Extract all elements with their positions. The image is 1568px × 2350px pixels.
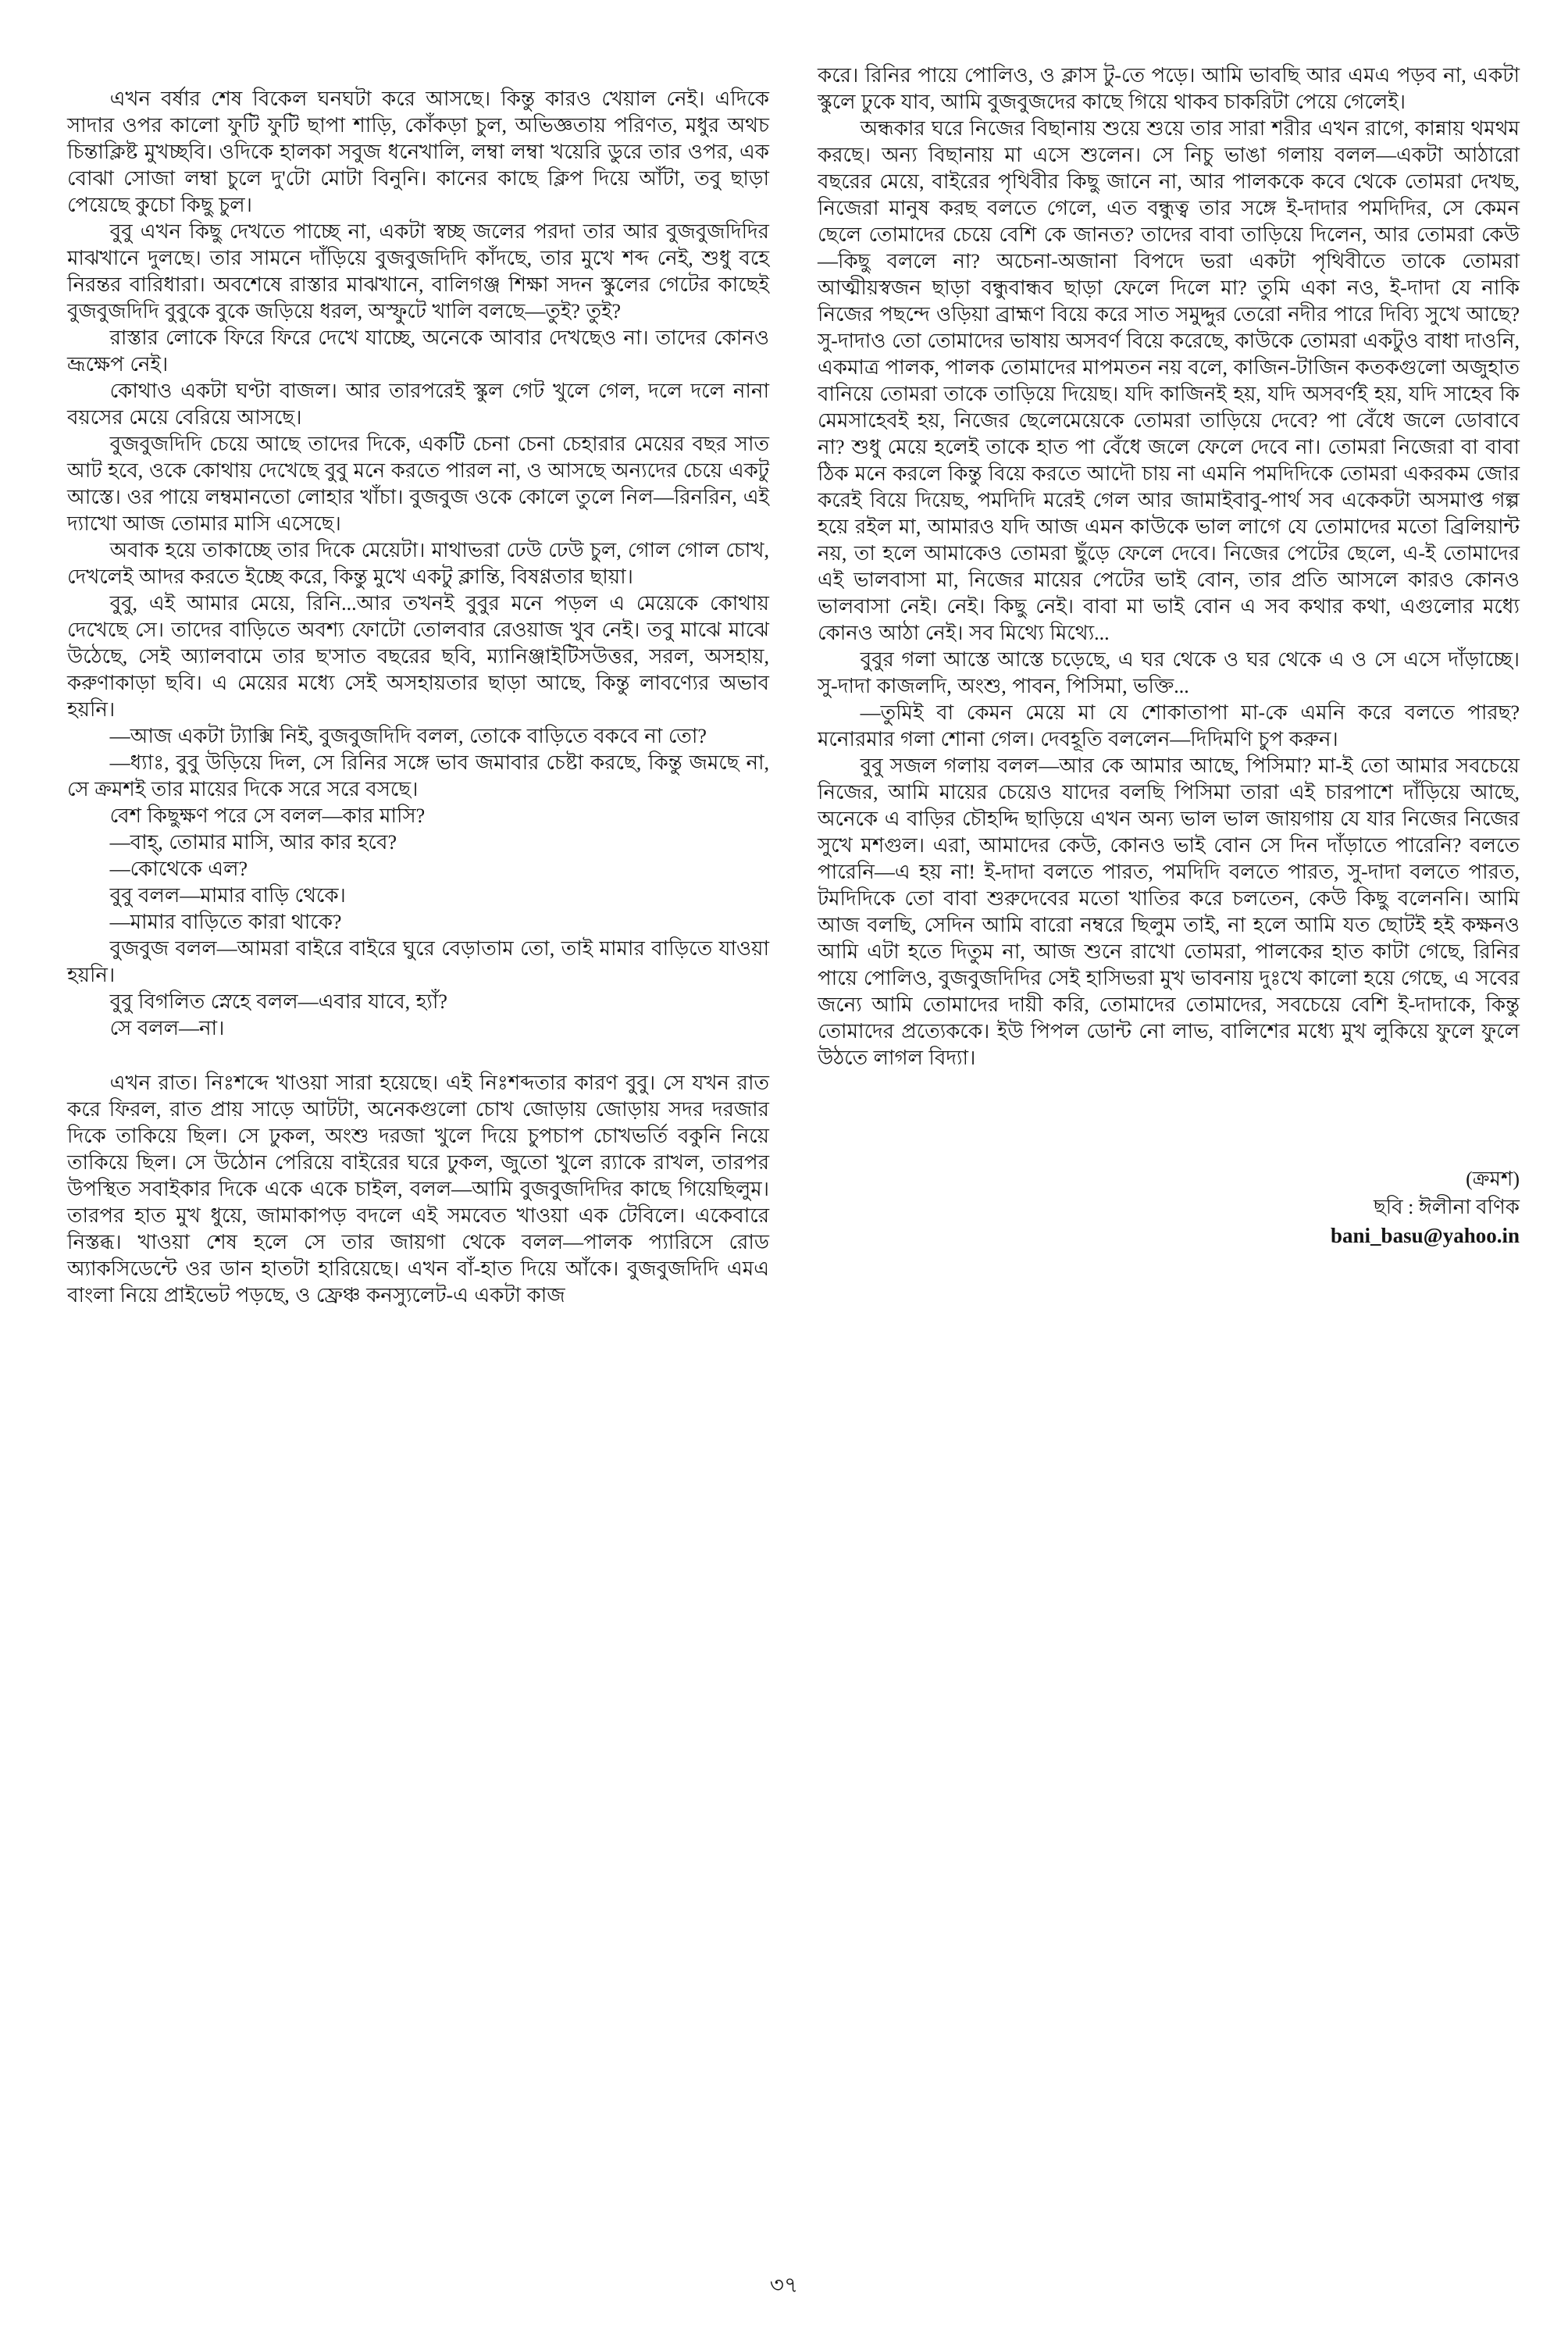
dialogue-paragraph: —আজ একটা ট্যাক্সি নিই, বুজবুজদিদি বলল, তোকে বাড়িতে বকবে না তো? bbox=[109, 725, 707, 747]
dialogue-paragraph: —কোথেকে এল? bbox=[109, 858, 248, 880]
dialogue-paragraph: —তুমিই বা কেমন মেয়ে মা যে শোকাতাপা মা-কে এমনি করে বলতে পারছ? মনোরমার গলা শোনা গেল। দেবহূতি বললেন—দিদিমণি চুপ করুন। bbox=[818, 701, 1520, 751]
paragraph: বুবু সজল গলায় বলল—আর কে আমার আছে, পিসিমা? মা-ই তো আমার সবচেয়ে নিজের, আমি মায়ের চেয়েও যাদের বলছি পিসিমা তারা এই চারপাশে দাঁড়িয়ে আছে, অনেকে এ বাড়ির চৌহদ্দি ছাড়িয়ে এখন অন্য ভাল ভাল জায়গায় যে যার নিজের নিজের সুখে মশগুল। এরা, আমাদের কেউ, কোনও ভাই বোন সে দিন দাঁড়াতে পারেনি? বলতে পারেনি—এ হয় না! ই-দাদা বলতে পারত, পমদিদি বলতে পারত, সু-দাদা বলতে পারত, টমদিদিকে তো বাবা শুরুদেবের মতো খাতির করে চলতেন, কেউ কিছু বলেননি। আমি আজ বলছি, সেদিন আমি বারো নম্বরে ছিলুম তাই, না হলে আমি যত ছোটই হই কক্ষনও আমি এটা হতে দিতুম না, আজ শুনে রাখো তোমরা, পালকের হাত কাটা গেছে, রিনির পায়ে পোলিও, বুজবুজদিদির সেই হাসিভরা মুখ ভাবনায় দুঃখে কালো হয়ে গেছে, এ সবের জন্যে আমি তোমাদের দায়ী করি, তোমাদের তোমাদের, সবচেয়ে বেশি ই-দাদাকে, কিন্তু তোমাদের প্রত্যেককে। ইউ পিপল ডোন্ট নো লাভ, বালিশের মধ্যে মুখ লুকিয়ে ফুলে ফুলে উঠতে লাগল বিদ্যা। bbox=[818, 754, 1520, 1069]
paragraph: কোথাও একটা ঘণ্টা বাজল। আর তারপরেই স্কুল গেট খুলে গেল, দলে দলে নানা বয়সের মেয়ে বেরিয়ে আসছে। bbox=[67, 380, 769, 429]
paragraph: এখন বর্ষার শেষ বিকেল ঘনঘটা করে আসছে। কিন্তু কারও খেয়াল নেই। এদিকে সাদার ওপর কালো ফুটি ফুটি ছাপা শাড়ি, কোঁকড়া চুল, অভিজ্ঞতায় পরিণত, মধুর অথচ চিন্তাক্লিষ্ট মুখচ্ছবি। ওদিকে হালকা সবুজ ধনেখালি, লম্বা লম্বা খয়েরি ডুরে তার ওপর, এক বোঝা সোজা লম্বা চুলে দু'টো মোটা বিনুনি। কানের কাছে ক্লিপ দিয়ে আঁটা, তবু ছাড়া পেয়েছে কুচো কিছু চুল। bbox=[67, 87, 769, 216]
dialogue-paragraph: বেশ কিছুক্ষণ পরে সে বলল—কার মাসি? bbox=[109, 804, 426, 827]
text-columns bbox=[67, 62, 1520, 1309]
right-column bbox=[818, 62, 1520, 1250]
page-number: ৩৭ bbox=[769, 2273, 799, 2298]
left-column bbox=[67, 62, 769, 1309]
continuation-mark: (ক্রমশ) bbox=[1466, 1168, 1520, 1190]
dialogue-paragraph: বুজবুজ বলল—আমরা বাইরে বাইরে ঘুরে বেড়াতাম তো, তাই মামার বাড়িতে যাওয়া হয়নি। bbox=[67, 937, 769, 986]
dialogue-paragraph: —বাহ্‌, তোমার মাসি, আর কার হবে? bbox=[109, 831, 397, 854]
paragraph-continuation: করে। রিনির পায়ে পোলিও, ও ক্লাস টু-তে পড়ে। আমি ভাবছি আর এমএ পড়ব না, একটা স্কুলে ঢুকে যাব, আমি বুজবুজদের কাছে গিয়ে থাকব চাকরিটা পেয়ে গেলেই। bbox=[818, 64, 1520, 113]
story-footer bbox=[818, 1165, 1520, 1250]
dialogue-paragraph: বুবু বিগলিত স্নেহে বলল—এবার যাবে, হ্যাঁ? bbox=[109, 990, 447, 1013]
paragraph: বুবু এখন কিছু দেখতে পাচ্ছে না, একটা স্বচ্ছ জলের পরদা তার আর বুজবুজদিদির মাঝখানে দুলছে। তার সামনে দাঁড়িয়ে বুজবুজদিদি কাঁদছে, তার মুখে শব্দ নেই, শুধু বহে নিরন্তর বারিধারা। অবশেষে রাস্তার মাঝখানে, বালিগঞ্জ শিক্ষা সদন স্কুলের গেটের কাছেই বুজবুজদিদি বুবুকে বুকে জড়িয়ে ধরল, অস্ফুটে খালি বলছে—তুই? তুই? bbox=[67, 220, 769, 323]
paragraph: রাস্তার লোকে ফিরে ফিরে দেখে যাচ্ছে, অনেকে আবার দেখছেও না। তাদের কোনও ভ্রূক্ষেপ নেই। bbox=[67, 326, 769, 376]
paragraph: অন্ধকার ঘরে নিজের বিছানায় শুয়ে শুয়ে তার সারা শরীর এখন রাগে, কান্নায় থমথম করছে। অন্য বিছানায় মা এসে শুলেন। সে নিচু ভাঙা গলায় বলল—একটা আঠারো বছরের মেয়ে, বাইরের পৃথিবীর কিছু জানে না, আর পালককে কবে থেকে তোমরা দেখছ, নিজেরা মানুষ করছ বলতে গেলে, এত বন্ধুত্ব তার সঙ্গে ই-দাদার পমদিদির, সে কেমন ছেলে তোমাদের চেয়ে বেশি কে জানত? তাদের বাবা তাড়িয়ে দিলেন, আর তোমরা কেউ—কিছু বললে না? অচেনা-অজানা বিপদে ভরা একটা পৃথিবীতে তাকে তোমরা আত্মীয়স্বজন ছাড়া বন্ধুবান্ধব ছাড়া ফেলে দিলে মা? তুমি একা নও, ই-দাদা যে নাকি নিজের পছন্দে ওড়িয়া ব্রাহ্মণ বিয়ে করে সাত সমুদ্দুর তেরো নদীর পারে দিব্যি সুখে আছে? সু-দাদাও তো তোমাদের ভাষায় অসবর্ণ বিয়ে করেছে, কাউকে তোমরা একটুও বাধা দাওনি, একমাত্র পালক, পালক তোমাদের মাপমতন নয় বলে, কাজিন-টাজিন কতকগুলো অজুহাত বানিয়ে তোমরা তাকে তাড়িয়ে দিয়েছ। যদি কাজিনই হয়, যদি অসবর্ণই হয়, যদি সাহেব কি মেমসাহেবই হয়, নিজের ছেলেমেয়েকে তোমরা তাড়িয়ে দেবে? পা বেঁধে জলে ডোবাবে না? শুধু মেয়ে হলেই তাকে হাত পা বেঁধে জলে ফেলে দেবে না। তোমরা নিজেরা বা বাবা ঠিক মনে করলে কিন্তু বিয়ে করতে আদৌ চায় না এমনি পমদিদিকে তোমরা একরকম জোর করেই বিয়ে দিয়েছ, পমদিদি মরেই গেল আর জামাইবাবু-পার্থ সব একেকটা অসমাপ্ত গল্প হয়ে রইল মা, আমারও যদি আজ এমন কাউকে ভাল লাগে যে তোমাদের মতো ব্রিলিয়ান্ট নয়, তা হলে আমাকেও তোমরা ছুঁড়ে ফেলে দেবে। নিজের পেটের ছেলে, এ-ই তোমাদের এই ভালবাসা মা, নিজের মায়ের পেটের ভাই বোন, তার প্রতি আসলে কারও কোনও ভালবাসা নেই। নেই। কিছু নেই। বাবা মা ভাই বোন এ সব কথার কথা, এগুলোর মধ্যে কোনও আঠা নেই। সব মিথ্যে মিথ্যে... bbox=[818, 117, 1520, 644]
paragraph: বুবুর গলা আস্তে আস্তে চড়েছে, এ ঘর থেকে ও ঘর থেকে এ ও সে এসে দাঁড়াচ্ছে। সু-দাদা কাজলদি, অংশু, পাবন, পিসিমা, ভক্তি... bbox=[818, 648, 1520, 697]
paragraph: অবাক হয়ে তাকাচ্ছে তার দিকে মেয়েটা। মাথাভরা ঢেউ ঢেউ চুল, গোল গোল চোখ, দেখলেই আদর করতে ইচ্ছে করে, কিন্তু মুখে একটু ক্লান্তি, বিষণ্ণতার ছায়া। bbox=[67, 539, 769, 588]
dialogue-paragraph: —ধ্যাঃ, বুবু উড়িয়ে দিল, সে রিনির সঙ্গে ভাব জমাবার চেষ্টা করছে, কিন্তু জমছে না, সে ক্রমশই তার মায়ের দিকে সরে সরে বসছে। bbox=[67, 751, 769, 801]
author-email: bani_basu@yahoo.in bbox=[1331, 1224, 1520, 1247]
dialogue-paragraph: —মামার বাড়িতে কারা থাকে? bbox=[109, 911, 342, 933]
dialogue-paragraph: সে বলল—না। bbox=[109, 1017, 225, 1039]
paragraph: এখন রাত। নিঃশব্দে খাওয়া সারা হয়েছে। এই নিঃশব্দতার কারণ বুবু। সে যখন রাত করে ফিরল, রাত প্রায় সাড়ে আটটা, অনেকগুলো চোখ জোড়ায় জোড়ায় সদর দরজার দিকে তাকিয়ে ছিল। সে ঢুকল, অংশু দরজা খুলে দিয়ে চুপচাপ চোখভর্তি বকুনি নিয়ে তাকিয়ে ছিল। সে উঠোন পেরিয়ে বাইরের ঘরে ঢুকল, জুতো খুলে র‍্যাকে রাখল, তারপর উপস্থিত সবাইকার দিকে একে একে চাইল, বলল—আমি বুজবুজদিদির কাছে গিয়েছিলুম। তারপর হাত মুখ ধুয়ে, জামাকাপড় বদলে এই সমবেত খাওয়া এক টেবিলে। একেবারে নিস্তব্ধ। খাওয়া শেষ হলে সে তার জায়গা থেকে বলল—পালক প্যারিসে রোড অ্যাকসিডেন্টে ওর ডান হাতটা হারিয়েছে। এখন বাঁ-হাত দিয়ে আঁকে। বুজবুজদিদি এমএ বাংলা নিয়ে প্রাইভেট পড়ছে, ও ফ্রেঞ্চ কনস্যুলেট-এ একটা কাজ bbox=[67, 1072, 769, 1307]
dialogue-paragraph: বুবু বলল—মামার বাড়ি থেকে। bbox=[109, 884, 346, 907]
paragraph: বুজবুজদিদি চেয়ে আছে তাদের দিকে, একটি চেনা চেনা চেহারার মেয়ের বছর সাত আট হবে, ওকে কোথায় দেখেছে বুবু মনে করতে পারল না, ও আসছে অন্যদের চেয়ে একটু আস্তে। ওর পায়ে লম্বমানতো লোহার খাঁচা। বুজবুজ ওকে কোলে তুলে নিল—রিনরিন, এই দ্যাখো আজ তোমার মাসি এসেছে। bbox=[67, 433, 769, 535]
paragraph: বুবু, এই আমার মেয়ে, রিনি...আর তখনই বুবুর মনে পড়ল এ মেয়েকে কোথায় দেখেছে সে। তাদের বাড়িতে অবশ্য ফোটো তোলবার রেওয়াজ খুব নেই। তবু মাঝে মাঝে উঠেছে, সেই অ্যালবামে তার ছ'সাত বছরের ছবি, ম্যানিঞ্জাইটিসউত্তর, সরল, অসহায়, করুণাকাড়া ছবি। এ মেয়ের মধ্যে সেই অসহায়তার ছাড়া আছে, কিন্তু লাবণ্যের অভাব হয়নি। bbox=[67, 592, 769, 721]
photo-credit: ছবি : ঈলীনা বণিক bbox=[1373, 1196, 1520, 1218]
